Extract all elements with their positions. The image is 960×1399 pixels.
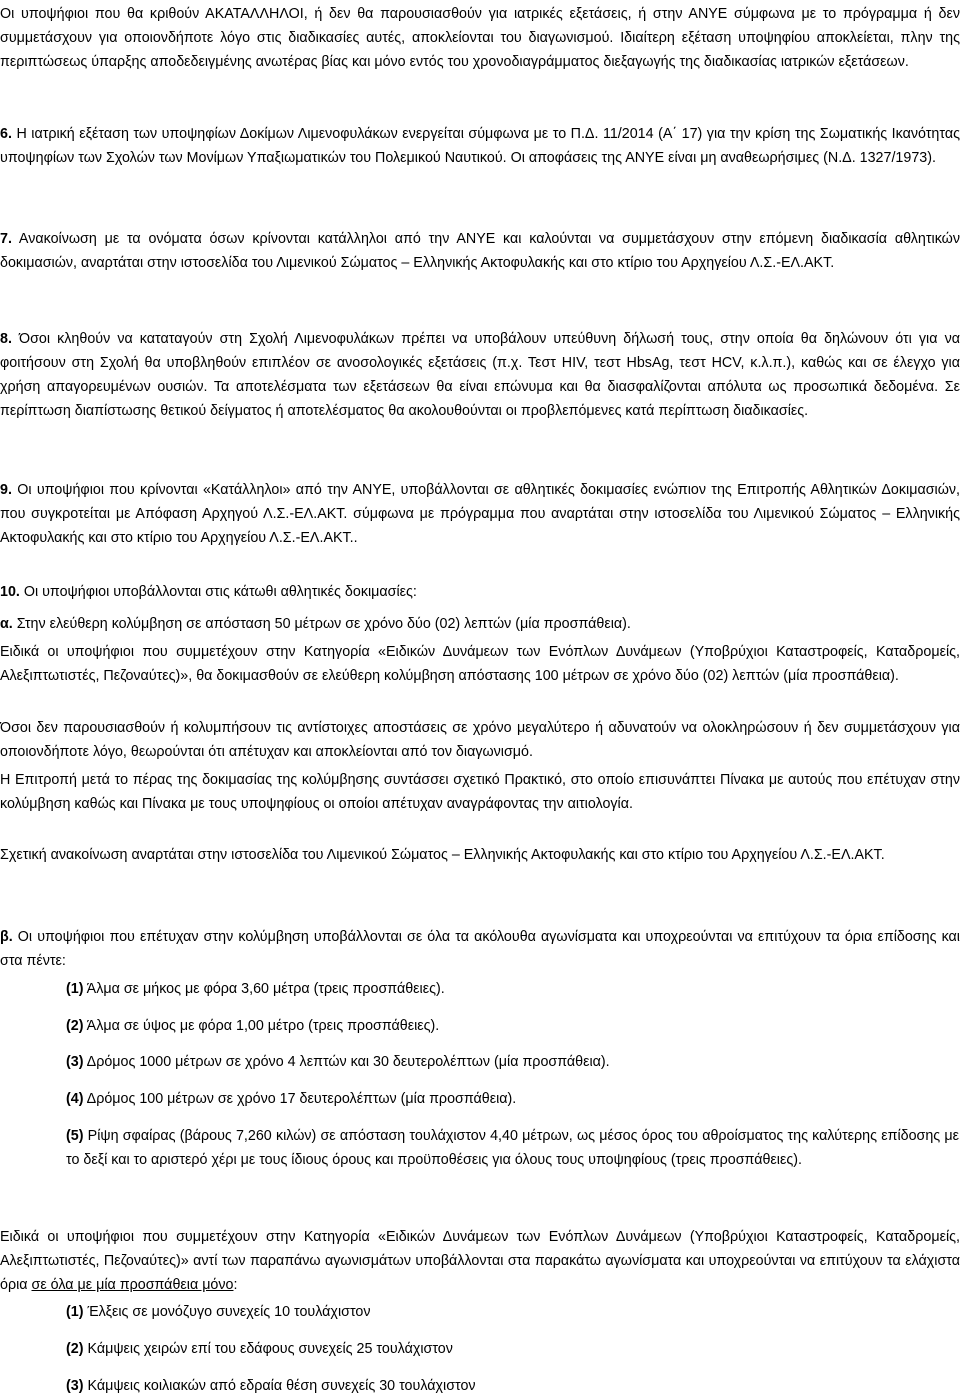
paragraph-8-number: 8. bbox=[0, 331, 12, 347]
paragraph-a-exclusion-text: Όσοι δεν παρουσιασθούν ή κολυμπήσουν τις αντίστοιχες αποστάσεις σε χρόνο μεγαλύτερο ή αδυνατούν να ολοκληρώσουν ή δεν συμμετάσχουν για οποιονδήποτε λόγο, θεωρούνται ότι απέτυχαν και αποκλείονται από τον διαγωνισμό. bbox=[0, 720, 960, 760]
event-c-1-text: Έλξεις σε μονόζυγο συνεχείς 10 τουλάχιστον bbox=[83, 1304, 371, 1320]
paragraph-b-number: β. bbox=[0, 929, 13, 945]
event-c-2-text: Κάμψεις χειρών επί του εδάφους συνεχείς 25 τουλάχιστον bbox=[83, 1341, 453, 1357]
event-b-1-text: Άλμα σε μήκος με φόρα 3,60 μέτρα (τρεις προσπάθειες). bbox=[83, 981, 445, 997]
paragraph-a-special-forces-text: Ειδικά οι υποψήφιοι που συμμετέχουν στην Κατηγορία «Ειδικών Δυνάμεων των Ενόπλων Δυνάμεων (Υποβρύχιοι Καταστροφείς, Καταδρομείς, Αλεξιπτωτιστές, Πεζοναύτες)», θα δοκιμασθούν σε ελεύθερη κολύμβηση απόστασης 100 μέτρων σε χρόνο δύο (02) λεπτών (μία προσπάθεια). bbox=[0, 644, 960, 684]
paragraph-7-text: Ανακοίνωση με τα ονόματα όσων κρίνονται κατάλληλοι από την ΑΝΥΕ και καλούνται να συμμετάσχουν στην επόμενη διαδικασία αθλητικών δοκιμασιών, αναρτάται στην ιστοσελίδα του Λιμενικού Σώματος – Ελληνικής Ακτοφυλακής και στο κτίριο του Αρχηγείου Λ.Σ.-ΕΛ.ΑΚΤ. bbox=[0, 231, 960, 271]
event-b-5-number: (5) bbox=[66, 1128, 84, 1144]
event-c-1 bbox=[66, 1300, 959, 1324]
special-forces-colon: : bbox=[233, 1277, 238, 1293]
paragraph-9 bbox=[0, 478, 960, 550]
paragraph-10-number: 10. bbox=[0, 584, 20, 600]
event-b-1 bbox=[66, 977, 959, 1001]
paragraph-a-exclusion bbox=[0, 716, 960, 764]
paragraph-6-number: 6. bbox=[0, 126, 12, 142]
paragraph-intro-text: Οι υποψήφιοι που θα κριθούν ΑΚΑΤΑΛΛΗΛΟΙ, ή δεν θα παρουσιασθούν για ιατρικές εξετάσεις, ή στην ΑΝΥΕ σύμφωνα με το πρόγραμμα ή δεν συμμετάσχουν για οποιονδήποτε λόγο στις διαδικασίες αυτές, αποκλείονται του διαγωνισμού. Ιδιαίτερη εξέταση υποψηφίου αποκλείεται, πλην της περιπτώσεως ύπαρξης αποδεδειγμένης ανωτέρας βίας και μόνο εντός του χρονοδιαγράμματος διεξαγωγής της διαδικασίας ιατρικών εξετάσεων. bbox=[0, 6, 960, 70]
event-b-3-text: Δρόμος 1000 μέτρων σε χρόνο 4 λεπτών και 30 δευτερολέπτων (μία προσπάθεια). bbox=[83, 1054, 610, 1070]
paragraph-a-committee bbox=[0, 768, 960, 816]
event-c-3 bbox=[66, 1374, 959, 1398]
paragraph-8-text: Όσοι κληθούν να καταταγούν στη Σχολή Λιμενοφυλάκων πρέπει να υποβάλουν υπεύθυνη δήλωσή τους, στην οποία θα δηλώνουν ότι για να φοιτήσουν στη Σχολή θα υποβληθούν επιπλέον σε ανοσολογικές εξετάσεις (π.χ. Τεστ HIV, τεστ HbsAg, τεστ HCV, κ.λ.π.), καθώς και σε έλεγχο για χρήση απαγορευμένων ουσιών. Τα αποτελέσματα των εξετάσεων θα είναι επώνυμα και θα διασφαλίζονται απόλυτα ως προσωπικά δεδομένα. Σε περίπτωση διαπίστωσης θετικού δείγματος ή αποτελέσματος θα ακολουθούνται οι προβλεπόμενες κατά περίπτωση διαδικασίες. bbox=[0, 331, 960, 419]
paragraph-10-text: Οι υποψήφιοι υποβάλλονται στις κάτωθι αθλητικές δοκιμασίες: bbox=[19, 584, 417, 600]
paragraph-a-committee-text: Η Επιτροπή μετά το πέρας της δοκιμασίας της κολύμβησης συντάσσει σχετικό Πρακτικό, στο οποίο επισυνάπτει Πίνακα με αυτούς που επέτυχαν στην κολύμβηση καθώς και Πίνακα με τους υποψηφίους οι οποίοι απέτυχαν αναγράφοντας την αιτιολογία. bbox=[0, 772, 960, 812]
paragraph-8 bbox=[0, 327, 960, 423]
paragraph-special-forces-events bbox=[0, 1225, 960, 1297]
event-b-4-number: (4) bbox=[66, 1091, 84, 1107]
paragraph-a-announcement-text: Σχετική ανακοίνωση αναρτάται στην ιστοσελίδα του Λιμενικού Σώματος – Ελληνικής Ακτοφυλακής και στο κτίριο του Αρχηγείου Λ.Σ.-ΕΛ.ΑΚΤ. bbox=[0, 847, 885, 863]
event-b-5 bbox=[66, 1124, 959, 1172]
paragraph-7-number: 7. bbox=[0, 231, 12, 247]
paragraph-a-number: α. bbox=[0, 616, 13, 632]
paragraph-9-text: Οι υποψήφιοι που κρίνονται «Κατάλληλοι» από την ΑΝΥΕ, υποβάλλονται σε αθλητικές δοκιμασίες ενώπιον της Επιτροπής Αθλητικών Δοκιμασιών, που συγκροτείται με Απόφαση Αρχηγού Λ.Σ.-ΕΛ.ΑΚΤ. σύμφωνα με πρόγραμμα που αναρτάται στην ιστοσελίδα του Λιμενικού Σώματος – Ελληνικής Ακτοφυλακής και στο κτίριο του Αρχηγείου Λ.Σ.-ΕΛ.ΑΚΤ.. bbox=[0, 482, 960, 546]
event-b-3-number: (3) bbox=[66, 1054, 84, 1070]
paragraph-9-number: 9. bbox=[0, 482, 12, 498]
event-c-2 bbox=[66, 1337, 959, 1361]
paragraph-6 bbox=[0, 122, 960, 170]
event-c-1-number: (1) bbox=[66, 1304, 84, 1320]
paragraph-a bbox=[0, 612, 960, 636]
event-b-4 bbox=[66, 1087, 959, 1111]
special-forces-underlined: σε όλα με μία προσπάθεια μόνο bbox=[31, 1277, 234, 1293]
event-c-2-number: (2) bbox=[66, 1341, 84, 1357]
paragraph-10 bbox=[0, 580, 960, 604]
event-b-4-text: Δρόμος 100 μέτρων σε χρόνο 17 δευτερολέπτων (μία προσπάθεια). bbox=[83, 1091, 517, 1107]
paragraph-a-text: Στην ελεύθερη κολύμβηση σε απόσταση 50 μέτρων σε χρόνο δύο (02) λεπτών (μία προσπάθεια). bbox=[12, 616, 631, 632]
event-b-2 bbox=[66, 1014, 959, 1038]
event-b-2-text: Άλμα σε ύψος με φόρα 1,00 μέτρο (τρεις προσπάθειες). bbox=[83, 1018, 440, 1034]
paragraph-b bbox=[0, 925, 960, 973]
event-b-5-text: Ρίψη σφαίρας (βάρους 7,260 κιλών) σε απόσταση τουλάχιστον 4,40 μέτρων, ως μέσος όρος του αθροίσματος της καλύτερης επίδοσης με το δεξί και το αριστερό χέρι με τους ίδιους όρους και προϋποθέσεις για όλους τους υποψηφίους (τρεις προσπάθειες). bbox=[66, 1128, 959, 1168]
event-c-3-number: (3) bbox=[66, 1378, 84, 1394]
special-forces-text: Ειδικά οι υποψήφιοι που συμμετέχουν στην Κατηγορία «Ειδικών Δυνάμεων των Ενόπλων Δυνάμεων (Υποβρύχιοι Καταστροφείς, Καταδρομείς, Αλεξιπτωτιστές, Πεζοναύτες)» αντί των παραπάνω αγωνισμάτων υποβάλλονται στα παρακάτω αγωνίσματα και υποχρεούνται να επιτύχουν τα ελάχιστα όρια bbox=[0, 1229, 960, 1293]
paragraph-7 bbox=[0, 227, 960, 275]
paragraph-a-special-forces bbox=[0, 640, 960, 688]
event-c-3-text: Κάμψεις κοιλιακών από εδραία θέση συνεχείς 30 τουλάχιστον bbox=[83, 1378, 476, 1394]
event-b-2-number: (2) bbox=[66, 1018, 84, 1034]
paragraph-6-text: Η ιατρική εξέταση των υποψηφίων Δοκίμων Λιμενοφυλάκων ενεργείται σύμφωνα με το Π.Δ. 11/2014 (Α΄ 17) για την κρίση της Σωματικής Ικανότητας υποψηφίων των Σχολών των Μονίμων Υπαξιωματικών του Πολεμικού Ναυτικού. Οι αποφάσεις της ΑΝΥΕ είναι μη αναθεωρήσιμες (Ν.Δ. 1327/1973). bbox=[0, 126, 960, 166]
event-b-1-number: (1) bbox=[66, 981, 84, 997]
paragraph-intro bbox=[0, 2, 960, 74]
paragraph-b-text: Οι υποψήφιοι που επέτυχαν στην κολύμβηση υποβάλλονται σε όλα τα ακόλουθα αγωνίσματα και υποχρεούνται να επιτύχουν τα όρια επίδοσης και στα πέντε: bbox=[0, 929, 960, 969]
event-b-3 bbox=[66, 1050, 959, 1074]
paragraph-a-announcement bbox=[0, 843, 960, 867]
